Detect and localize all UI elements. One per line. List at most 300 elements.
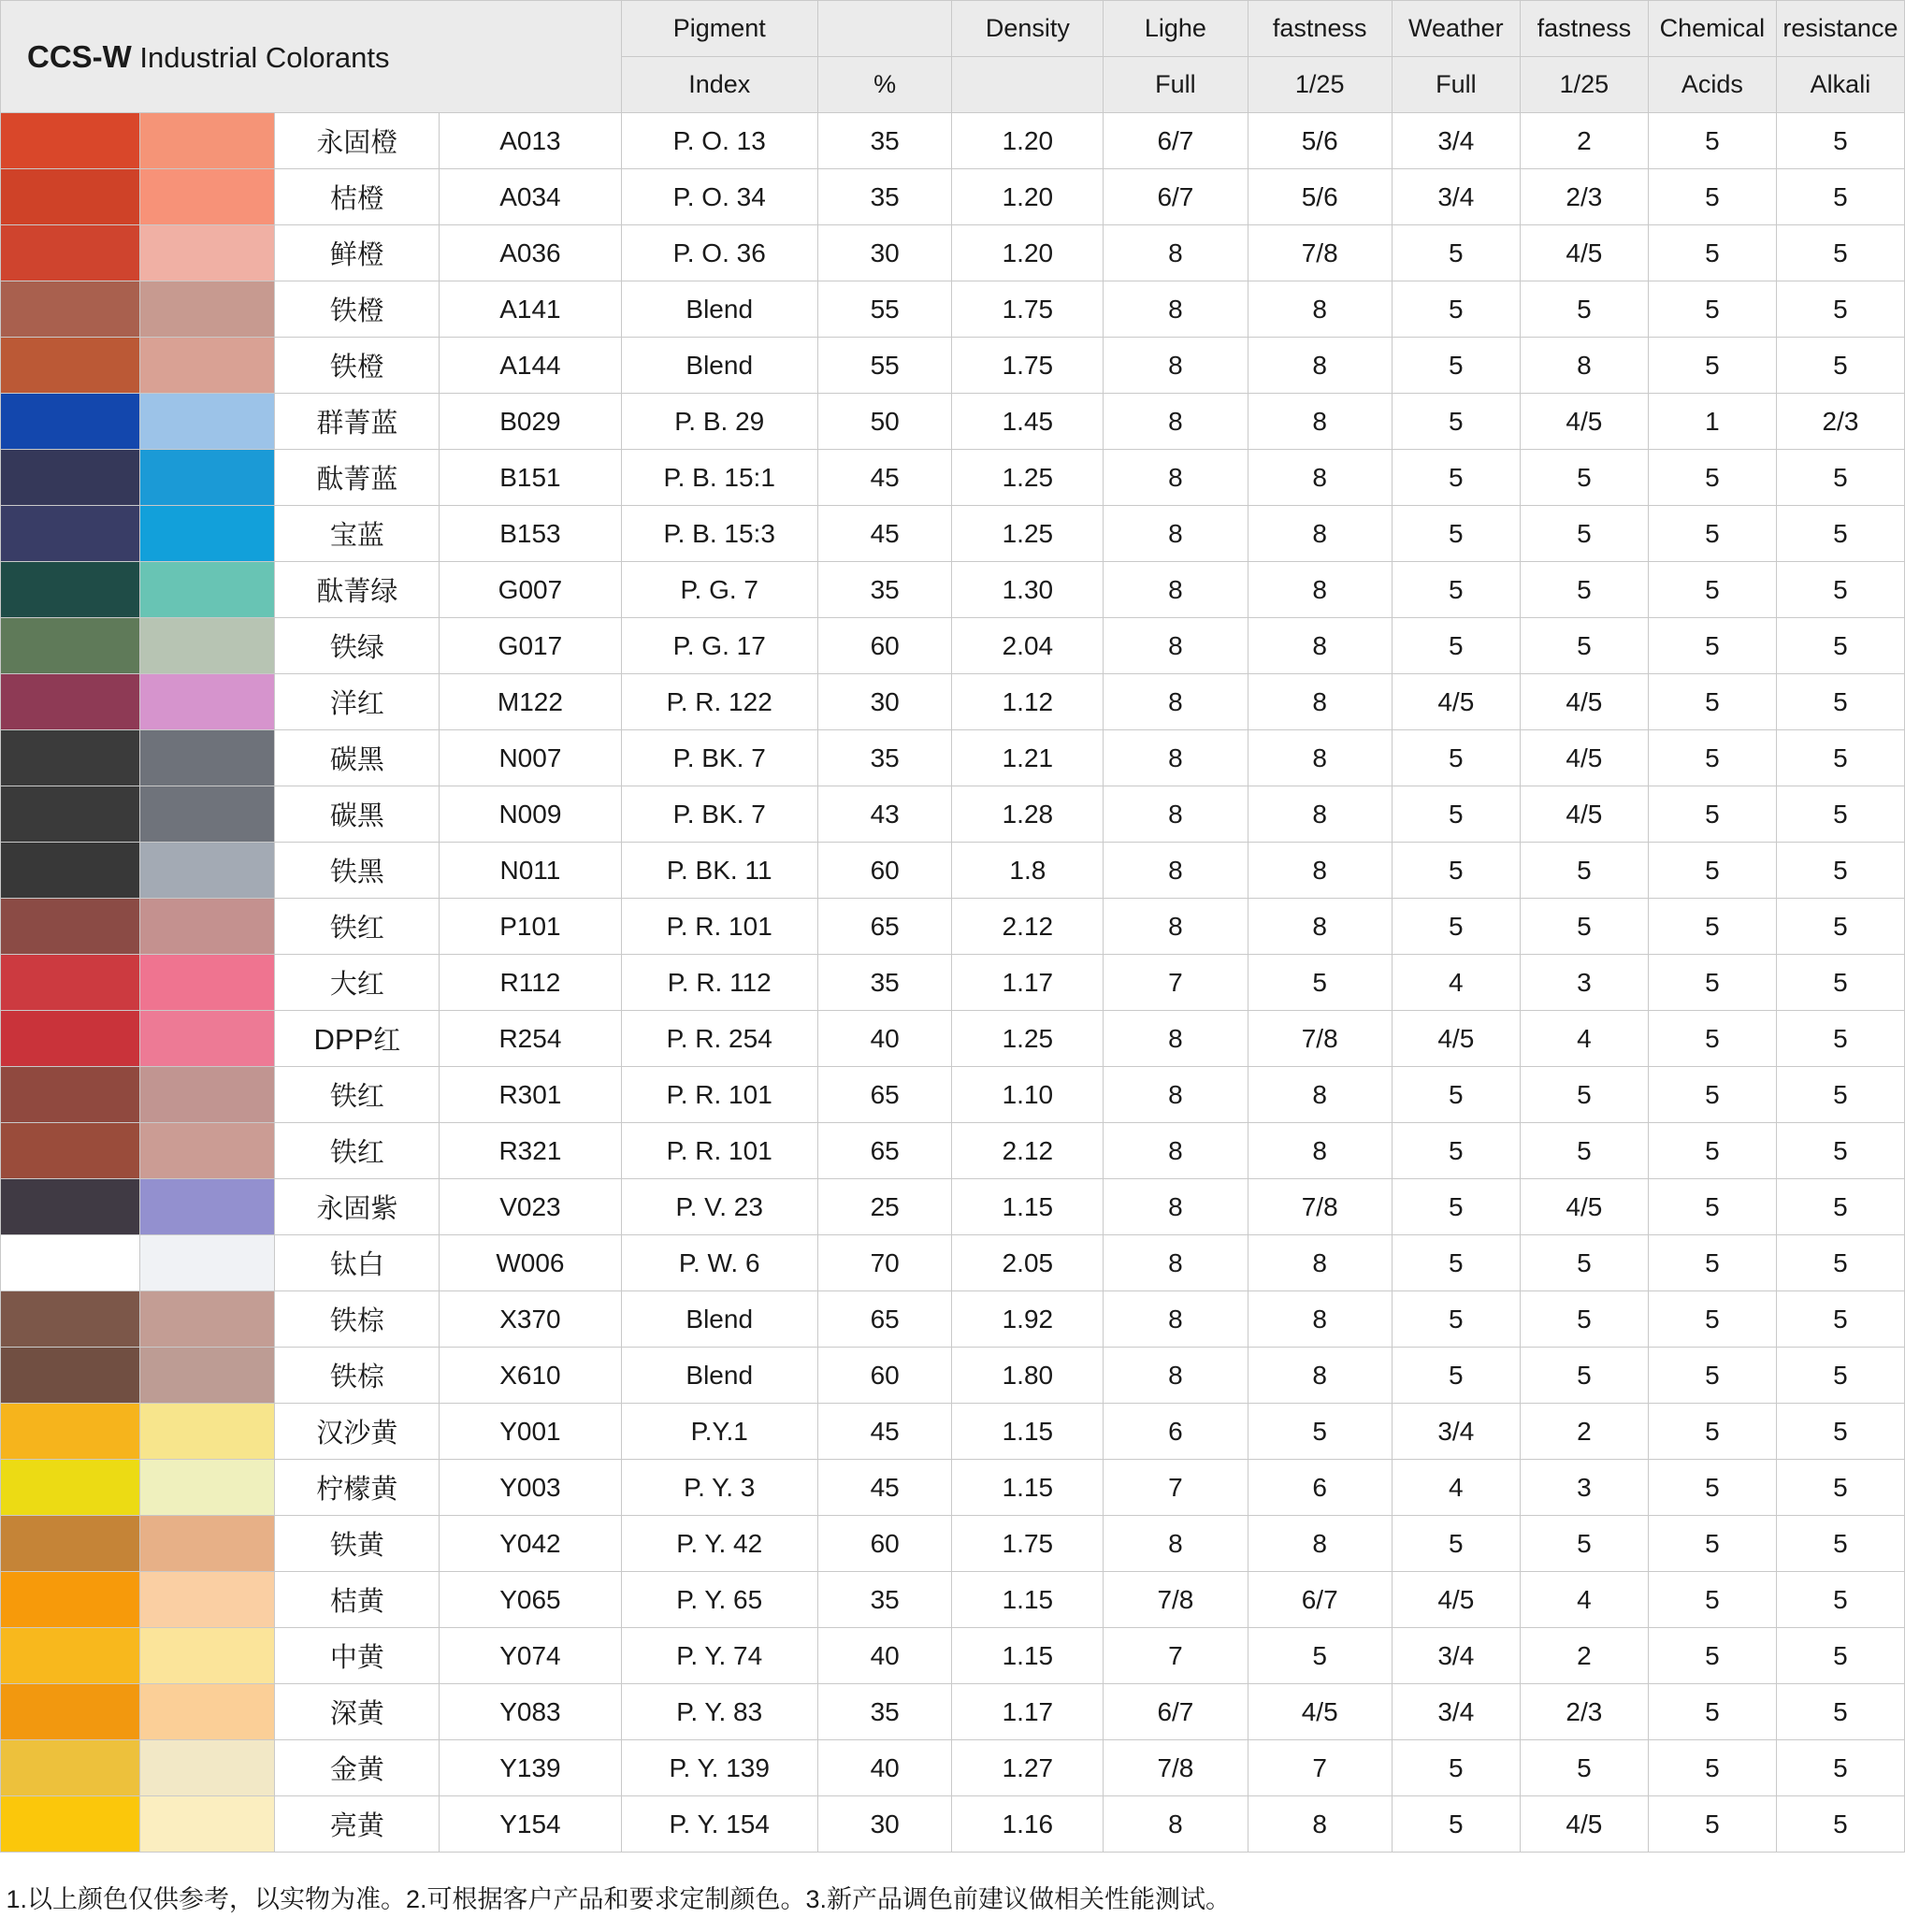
cell-chemical-acids: 5: [1648, 1404, 1776, 1460]
cell-weather-fastness-125: 5: [1520, 1740, 1648, 1796]
cell-color-name: 洋红: [275, 674, 440, 730]
table-row: [1, 730, 1905, 786]
cell-light-fastness-125: 5/6: [1248, 169, 1392, 225]
cell-density: 1.75: [952, 1516, 1104, 1572]
cell-color-name: 碳黑: [275, 730, 440, 786]
cell-weather-fastness-full: 5: [1392, 1796, 1520, 1853]
cell-weather-fastness-125: 4/5: [1520, 394, 1648, 450]
cell-weather-fastness-full: 5: [1392, 786, 1520, 843]
cell-chemical-acids: 5: [1648, 843, 1776, 899]
cell-light-fastness-125: 8: [1248, 506, 1392, 562]
cell-pigment-index: P. R. 122: [621, 674, 817, 730]
color-swatch-tint: [139, 955, 275, 1011]
cell-product-code: N009: [440, 786, 621, 843]
cell-weather-fastness-125: 5: [1520, 1235, 1648, 1291]
cell-pigment-percent: 35: [817, 1572, 952, 1628]
color-swatch-masstone: [1, 1067, 140, 1123]
cell-weather-fastness-125: 4/5: [1520, 730, 1648, 786]
cell-product-code: R321: [440, 1123, 621, 1179]
cell-light-fastness-full: 8: [1104, 506, 1248, 562]
cell-chemical-acids: 5: [1648, 450, 1776, 506]
cell-weather-fastness-125: 4/5: [1520, 786, 1648, 843]
color-swatch-masstone: [1, 394, 140, 450]
cell-product-code: N007: [440, 730, 621, 786]
cell-pigment-index: P. Y. 74: [621, 1628, 817, 1684]
cell-light-fastness-125: 8: [1248, 843, 1392, 899]
header-group-lighe: Lighe: [1104, 1, 1248, 57]
cell-pigment-index: P. R. 112: [621, 955, 817, 1011]
cell-weather-fastness-full: 5: [1392, 1123, 1520, 1179]
cell-light-fastness-125: 8: [1248, 338, 1392, 394]
table-row: [1, 1235, 1905, 1291]
cell-pigment-index: P. BK. 11: [621, 843, 817, 899]
title-rest: Industrial Colorants: [131, 40, 390, 74]
cell-density: 2.04: [952, 618, 1104, 674]
cell-product-code: G007: [440, 562, 621, 618]
cell-light-fastness-125: 6: [1248, 1460, 1392, 1516]
cell-pigment-percent: 40: [817, 1740, 952, 1796]
cell-light-fastness-125: 7: [1248, 1740, 1392, 1796]
color-swatch-tint: [139, 1067, 275, 1123]
table-row: [1, 1516, 1905, 1572]
cell-weather-fastness-full: 5: [1392, 1067, 1520, 1123]
cell-pigment-index: P. BK. 7: [621, 786, 817, 843]
cell-weather-fastness-125: 4/5: [1520, 1179, 1648, 1235]
cell-pigment-index: P. Y. 65: [621, 1572, 817, 1628]
table-row: [1, 113, 1905, 169]
cell-color-name: 铁黄: [275, 1516, 440, 1572]
cell-light-fastness-full: 8: [1104, 338, 1248, 394]
cell-chemical-alkali: 5: [1776, 1796, 1904, 1853]
cell-chemical-acids: 5: [1648, 1516, 1776, 1572]
cell-pigment-percent: 40: [817, 1628, 952, 1684]
color-swatch-masstone: [1, 899, 140, 955]
color-swatch-masstone: [1, 674, 140, 730]
cell-chemical-acids: 5: [1648, 1572, 1776, 1628]
color-swatch-masstone: [1, 1460, 140, 1516]
cell-light-fastness-125: 8: [1248, 730, 1392, 786]
cell-weather-fastness-125: 5: [1520, 1067, 1648, 1123]
table-row: [1, 394, 1905, 450]
cell-product-code: V023: [440, 1179, 621, 1235]
table-row: [1, 225, 1905, 281]
cell-product-code: Y154: [440, 1796, 621, 1853]
color-swatch-tint: [139, 1572, 275, 1628]
cell-weather-fastness-full: 5: [1392, 1516, 1520, 1572]
cell-weather-fastness-full: 3/4: [1392, 113, 1520, 169]
cell-light-fastness-125: 8: [1248, 450, 1392, 506]
cell-density: 1.20: [952, 169, 1104, 225]
table-row: [1, 169, 1905, 225]
cell-pigment-percent: 30: [817, 1796, 952, 1853]
cell-light-fastness-125: 8: [1248, 1348, 1392, 1404]
cell-color-name: 群菁蓝: [275, 394, 440, 450]
cell-light-fastness-full: 7/8: [1104, 1740, 1248, 1796]
cell-weather-fastness-full: 5: [1392, 562, 1520, 618]
cell-density: 1.30: [952, 562, 1104, 618]
cell-product-code: Y001: [440, 1404, 621, 1460]
footnote: 1.以上颜色仅供参考，以实物为准。2.可根据客户产品和要求定制颜色。3.新产品调色前建议做相关性能测试。: [6, 1885, 1232, 1914]
cell-color-name: 碳黑: [275, 786, 440, 843]
color-swatch-tint: [139, 1011, 275, 1067]
cell-color-name: 铁黑: [275, 843, 440, 899]
cell-pigment-percent: 50: [817, 394, 952, 450]
cell-chemical-alkali: 5: [1776, 674, 1904, 730]
color-swatch-tint: [139, 1404, 275, 1460]
cell-pigment-percent: 35: [817, 955, 952, 1011]
cell-pigment-percent: 25: [817, 1179, 952, 1235]
table-row: [1, 281, 1905, 338]
cell-light-fastness-125: 5: [1248, 1404, 1392, 1460]
cell-light-fastness-125: 8: [1248, 1291, 1392, 1348]
cell-light-fastness-full: 8: [1104, 1179, 1248, 1235]
color-swatch-tint: [139, 113, 275, 169]
cell-pigment-percent: 55: [817, 281, 952, 338]
cell-density: 1.15: [952, 1628, 1104, 1684]
table-header: [1, 1, 1905, 113]
cell-light-fastness-125: 8: [1248, 618, 1392, 674]
cell-light-fastness-full: 8: [1104, 1067, 1248, 1123]
color-swatch-tint: [139, 1291, 275, 1348]
cell-light-fastness-125: 8: [1248, 562, 1392, 618]
cell-weather-fastness-full: 5: [1392, 1291, 1520, 1348]
cell-color-name: 铁棕: [275, 1291, 440, 1348]
cell-pigment-index: P. O. 36: [621, 225, 817, 281]
cell-weather-fastness-full: 5: [1392, 843, 1520, 899]
cell-pigment-percent: 60: [817, 618, 952, 674]
cell-density: 1.15: [952, 1179, 1104, 1235]
cell-product-code: Y042: [440, 1516, 621, 1572]
cell-pigment-percent: 40: [817, 1011, 952, 1067]
cell-chemical-acids: 5: [1648, 730, 1776, 786]
cell-pigment-index: P. B. 15:1: [621, 450, 817, 506]
cell-color-name: 金黄: [275, 1740, 440, 1796]
cell-weather-fastness-125: 8: [1520, 338, 1648, 394]
cell-density: 1.21: [952, 730, 1104, 786]
cell-weather-fastness-125: 2: [1520, 1628, 1648, 1684]
header-sub-weather-125: 1/25: [1520, 57, 1648, 113]
cell-light-fastness-full: 7: [1104, 1628, 1248, 1684]
color-swatch-masstone: [1, 786, 140, 843]
color-swatch-masstone: [1, 618, 140, 674]
cell-density: 1.16: [952, 1796, 1104, 1853]
cell-chemical-alkali: 5: [1776, 450, 1904, 506]
color-swatch-tint: [139, 730, 275, 786]
cell-weather-fastness-full: 5: [1392, 618, 1520, 674]
cell-pigment-percent: 45: [817, 1460, 952, 1516]
cell-pigment-percent: 65: [817, 1123, 952, 1179]
cell-light-fastness-full: 8: [1104, 1011, 1248, 1067]
cell-weather-fastness-125: 5: [1520, 843, 1648, 899]
cell-product-code: M122: [440, 674, 621, 730]
color-swatch-masstone: [1, 1572, 140, 1628]
table-body: [1, 113, 1905, 1853]
cell-pigment-index: Blend: [621, 281, 817, 338]
cell-pigment-index: Blend: [621, 338, 817, 394]
table-footer: [1, 1853, 1905, 1932]
color-swatch-masstone: [1, 1684, 140, 1740]
color-swatch-tint: [139, 843, 275, 899]
cell-pigment-index: P. B. 15:3: [621, 506, 817, 562]
cell-density: 2.12: [952, 1123, 1104, 1179]
cell-density: 1.20: [952, 225, 1104, 281]
cell-light-fastness-full: 8: [1104, 1348, 1248, 1404]
cell-light-fastness-full: 8: [1104, 225, 1248, 281]
table-row: [1, 1011, 1905, 1067]
cell-light-fastness-125: 5/6: [1248, 113, 1392, 169]
cell-pigment-percent: 45: [817, 506, 952, 562]
cell-color-name: 桔黄: [275, 1572, 440, 1628]
header-group-weather: Weather: [1392, 1, 1520, 57]
cell-weather-fastness-full: 5: [1392, 338, 1520, 394]
cell-weather-fastness-full: 3/4: [1392, 1628, 1520, 1684]
color-swatch-masstone: [1, 1291, 140, 1348]
cell-weather-fastness-full: 3/4: [1392, 1404, 1520, 1460]
cell-product-code: R254: [440, 1011, 621, 1067]
cell-light-fastness-125: 7/8: [1248, 1011, 1392, 1067]
cell-chemical-acids: 5: [1648, 1235, 1776, 1291]
cell-density: 1.17: [952, 1684, 1104, 1740]
cell-density: 1.10: [952, 1067, 1104, 1123]
cell-chemical-alkali: 5: [1776, 1516, 1904, 1572]
table-row: [1, 1291, 1905, 1348]
cell-chemical-acids: 5: [1648, 1628, 1776, 1684]
table-row: [1, 1179, 1905, 1235]
cell-pigment-index: Blend: [621, 1291, 817, 1348]
cell-weather-fastness-125: 4/5: [1520, 225, 1648, 281]
cell-chemical-acids: 5: [1648, 281, 1776, 338]
cell-weather-fastness-full: 5: [1392, 1235, 1520, 1291]
cell-weather-fastness-full: 4: [1392, 955, 1520, 1011]
cell-weather-fastness-125: 2: [1520, 113, 1648, 169]
cell-product-code: W006: [440, 1235, 621, 1291]
cell-color-name: DPP红: [275, 1011, 440, 1067]
cell-weather-fastness-125: 3: [1520, 1460, 1648, 1516]
cell-chemical-alkali: 5: [1776, 1067, 1904, 1123]
cell-light-fastness-full: 8: [1104, 450, 1248, 506]
cell-pigment-index: P. O. 13: [621, 113, 817, 169]
table-row: [1, 450, 1905, 506]
header-sub-weather-full: Full: [1392, 57, 1520, 113]
cell-pigment-index: P. R. 254: [621, 1011, 817, 1067]
cell-pigment-index: P. B. 29: [621, 394, 817, 450]
cell-weather-fastness-full: 5: [1392, 1740, 1520, 1796]
cell-product-code: Y139: [440, 1740, 621, 1796]
cell-chemical-alkali: 5: [1776, 1740, 1904, 1796]
cell-product-code: B153: [440, 506, 621, 562]
header-group-resistance: resistance: [1776, 1, 1904, 57]
cell-light-fastness-full: 8: [1104, 1123, 1248, 1179]
cell-chemical-alkali: 5: [1776, 1572, 1904, 1628]
cell-chemical-acids: 5: [1648, 1460, 1776, 1516]
cell-density: 1.75: [952, 281, 1104, 338]
cell-pigment-index: P. Y. 154: [621, 1796, 817, 1853]
table-row: [1, 899, 1905, 955]
cell-light-fastness-125: 5: [1248, 955, 1392, 1011]
cell-weather-fastness-full: 4/5: [1392, 674, 1520, 730]
cell-density: 2.12: [952, 899, 1104, 955]
color-swatch-masstone: [1, 1011, 140, 1067]
cell-weather-fastness-full: 3/4: [1392, 169, 1520, 225]
cell-chemical-acids: 5: [1648, 1684, 1776, 1740]
cell-chemical-alkali: 5: [1776, 955, 1904, 1011]
cell-weather-fastness-125: 3: [1520, 955, 1648, 1011]
table-row: [1, 1740, 1905, 1796]
cell-light-fastness-125: 8: [1248, 674, 1392, 730]
cell-weather-fastness-full: 5: [1392, 281, 1520, 338]
cell-weather-fastness-full: 5: [1392, 899, 1520, 955]
table-row: [1, 843, 1905, 899]
cell-density: 1.15: [952, 1404, 1104, 1460]
cell-light-fastness-full: 6: [1104, 1404, 1248, 1460]
cell-pigment-percent: 30: [817, 225, 952, 281]
cell-pigment-index: P. V. 23: [621, 1179, 817, 1235]
color-swatch-masstone: [1, 1516, 140, 1572]
color-swatch-masstone: [1, 1348, 140, 1404]
cell-chemical-acids: 5: [1648, 1011, 1776, 1067]
cell-product-code: N011: [440, 843, 621, 899]
cell-weather-fastness-full: 5: [1392, 730, 1520, 786]
color-swatch-masstone: [1, 506, 140, 562]
cell-chemical-alkali: 5: [1776, 786, 1904, 843]
color-swatch-tint: [139, 281, 275, 338]
cell-product-code: B029: [440, 394, 621, 450]
cell-weather-fastness-125: 5: [1520, 1291, 1648, 1348]
cell-color-name: 铁红: [275, 899, 440, 955]
cell-chemical-alkali: 5: [1776, 169, 1904, 225]
cell-chemical-acids: 5: [1648, 506, 1776, 562]
color-swatch-tint: [139, 674, 275, 730]
cell-density: 1.75: [952, 338, 1104, 394]
cell-color-name: 永固橙: [275, 113, 440, 169]
table-row: [1, 338, 1905, 394]
cell-chemical-alkali: 5: [1776, 1179, 1904, 1235]
cell-chemical-alkali: 5: [1776, 1235, 1904, 1291]
cell-density: 1.25: [952, 1011, 1104, 1067]
cell-light-fastness-125: 4/5: [1248, 1684, 1392, 1740]
color-swatch-tint: [139, 786, 275, 843]
color-swatch-tint: [139, 1684, 275, 1740]
cell-weather-fastness-125: 5: [1520, 562, 1648, 618]
color-swatch-tint: [139, 1516, 275, 1572]
cell-pigment-percent: 35: [817, 1684, 952, 1740]
color-swatch-masstone: [1, 1740, 140, 1796]
cell-pigment-index: P. G. 17: [621, 618, 817, 674]
table-row: [1, 1572, 1905, 1628]
cell-weather-fastness-full: 5: [1392, 394, 1520, 450]
table-row: [1, 1684, 1905, 1740]
cell-color-name: 中黄: [275, 1628, 440, 1684]
header-sub-percent: %: [817, 57, 952, 113]
cell-light-fastness-full: 6/7: [1104, 169, 1248, 225]
color-swatch-masstone: [1, 562, 140, 618]
cell-weather-fastness-full: 5: [1392, 1179, 1520, 1235]
cell-pigment-index: P. O. 34: [621, 169, 817, 225]
table-row: [1, 1628, 1905, 1684]
cell-pigment-percent: 43: [817, 786, 952, 843]
cell-density: 1.8: [952, 843, 1104, 899]
cell-density: 1.45: [952, 394, 1104, 450]
cell-pigment-percent: 35: [817, 562, 952, 618]
color-swatch-masstone: [1, 1123, 140, 1179]
cell-density: 1.20: [952, 113, 1104, 169]
cell-product-code: R112: [440, 955, 621, 1011]
brand-name: CCS-W: [27, 38, 132, 74]
table-row: [1, 1067, 1905, 1123]
table-row: [1, 1404, 1905, 1460]
cell-weather-fastness-full: 3/4: [1392, 1684, 1520, 1740]
cell-color-name: 深黄: [275, 1684, 440, 1740]
cell-product-code: B151: [440, 450, 621, 506]
cell-light-fastness-full: 7: [1104, 1460, 1248, 1516]
cell-product-code: Y083: [440, 1684, 621, 1740]
cell-chemical-acids: 5: [1648, 955, 1776, 1011]
cell-light-fastness-125: 8: [1248, 1067, 1392, 1123]
color-swatch-tint: [139, 1460, 275, 1516]
cell-pigment-percent: 65: [817, 1291, 952, 1348]
cell-chemical-alkali: 5: [1776, 1348, 1904, 1404]
table-row: [1, 955, 1905, 1011]
cell-color-name: 永固紫: [275, 1179, 440, 1235]
cell-weather-fastness-125: 4: [1520, 1011, 1648, 1067]
color-swatch-tint: [139, 1628, 275, 1684]
cell-chemical-alkali: 5: [1776, 899, 1904, 955]
cell-light-fastness-full: 7: [1104, 955, 1248, 1011]
cell-chemical-alkali: 5: [1776, 1460, 1904, 1516]
cell-light-fastness-125: 8: [1248, 281, 1392, 338]
cell-light-fastness-125: 5: [1248, 1628, 1392, 1684]
color-swatch-masstone: [1, 1235, 140, 1291]
color-swatch-tint: [139, 225, 275, 281]
cell-chemical-alkali: 5: [1776, 225, 1904, 281]
cell-light-fastness-125: 8: [1248, 394, 1392, 450]
cell-chemical-acids: 5: [1648, 1291, 1776, 1348]
cell-weather-fastness-full: 5: [1392, 506, 1520, 562]
cell-pigment-percent: 65: [817, 1067, 952, 1123]
cell-light-fastness-125: 7/8: [1248, 225, 1392, 281]
color-swatch-tint: [139, 169, 275, 225]
cell-chemical-acids: 5: [1648, 618, 1776, 674]
cell-light-fastness-full: 8: [1104, 899, 1248, 955]
color-swatch-masstone: [1, 281, 140, 338]
cell-pigment-percent: 70: [817, 1235, 952, 1291]
table-row: [1, 1460, 1905, 1516]
cell-light-fastness-125: 8: [1248, 899, 1392, 955]
cell-chemical-acids: 5: [1648, 562, 1776, 618]
cell-weather-fastness-125: 2/3: [1520, 1684, 1648, 1740]
table-row: [1, 618, 1905, 674]
cell-pigment-percent: 65: [817, 899, 952, 955]
cell-density: 1.15: [952, 1460, 1104, 1516]
cell-chemical-alkali: 5: [1776, 281, 1904, 338]
cell-pigment-percent: 60: [817, 843, 952, 899]
color-swatch-tint: [139, 506, 275, 562]
cell-light-fastness-full: 8: [1104, 730, 1248, 786]
cell-light-fastness-125: 8: [1248, 1796, 1392, 1853]
cell-color-name: 铁橙: [275, 281, 440, 338]
cell-pigment-index: P. R. 101: [621, 1067, 817, 1123]
cell-density: 1.27: [952, 1740, 1104, 1796]
color-swatch-masstone: [1, 1796, 140, 1853]
table-row: [1, 1123, 1905, 1179]
table-row: [1, 506, 1905, 562]
table-row: [1, 674, 1905, 730]
cell-pigment-percent: 55: [817, 338, 952, 394]
cell-color-name: 铁橙: [275, 338, 440, 394]
cell-density: 1.15: [952, 1572, 1104, 1628]
cell-product-code: Y074: [440, 1628, 621, 1684]
cell-light-fastness-full: 8: [1104, 562, 1248, 618]
